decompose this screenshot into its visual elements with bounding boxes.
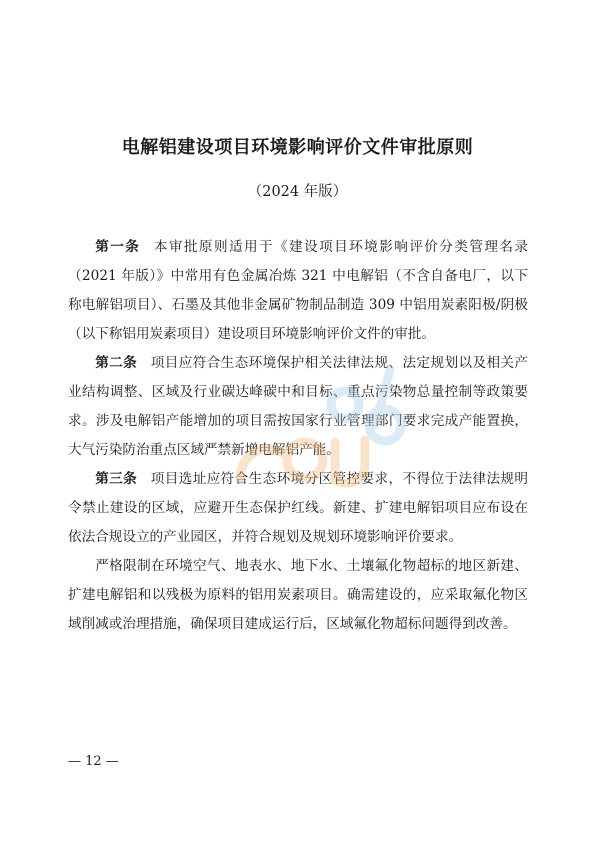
article-label: 第一条 bbox=[95, 239, 141, 255]
article-3 bbox=[68, 465, 528, 552]
article-2 bbox=[68, 349, 528, 465]
article-1 bbox=[68, 233, 528, 349]
article-text: 本审批原则适用于《建设项目环境影响评价分类管理名录（2021 年版）》中常用有色金属冶炼 321 中电解铝（不含自备电厂，以下称电解铝项目）、石墨及其他非金属矿物制品制造 309 中铝用炭素阳极/阴极（以下称铝用炭素项目）建设项目环境影响评价文件的审批。 bbox=[68, 239, 529, 342]
article-text: 严格限制在环境空气、地表水、地下水、土壤氟化物超标的地区新建、扩建电解铝和以残极为原料的铝用炭素项目。确需建设的，应采取氟化物区域削减或治理措施，确保项目建成运行后，区域氟化物超标问题得到改善。 bbox=[68, 558, 528, 632]
document-title: 电解铝建设项目环境影响评价文件审批原则 bbox=[121, 137, 474, 158]
article-text: 项目应符合生态环境保护相关法律法规、法定规划以及相关产业结构调整、区域及行业碳达峰碳中和目标、重点污染物总量控制等政策要求。涉及电解铝产能增加的项目需按国家行业管理部门要求完成产能置换，大气污染防治重点区域严禁新增电解铝产能。 bbox=[68, 355, 529, 458]
page-number: — 12 — bbox=[68, 754, 119, 769]
document-subtitle: （2024 年版） bbox=[247, 184, 348, 200]
article-text: 项目选址应符合生态环境分区管控要求，不得位于法律法规明令禁止建设的区域，应避开生态保护红线。新建、扩建电解铝项目应布设在依法合规设立的产业园区，并符合规划及规划环境影响评价要求。 bbox=[68, 471, 529, 545]
article-label: 第二条 bbox=[95, 355, 138, 371]
article-label: 第三条 bbox=[95, 471, 138, 487]
article-3-continued bbox=[68, 552, 528, 639]
document-body bbox=[68, 233, 528, 639]
